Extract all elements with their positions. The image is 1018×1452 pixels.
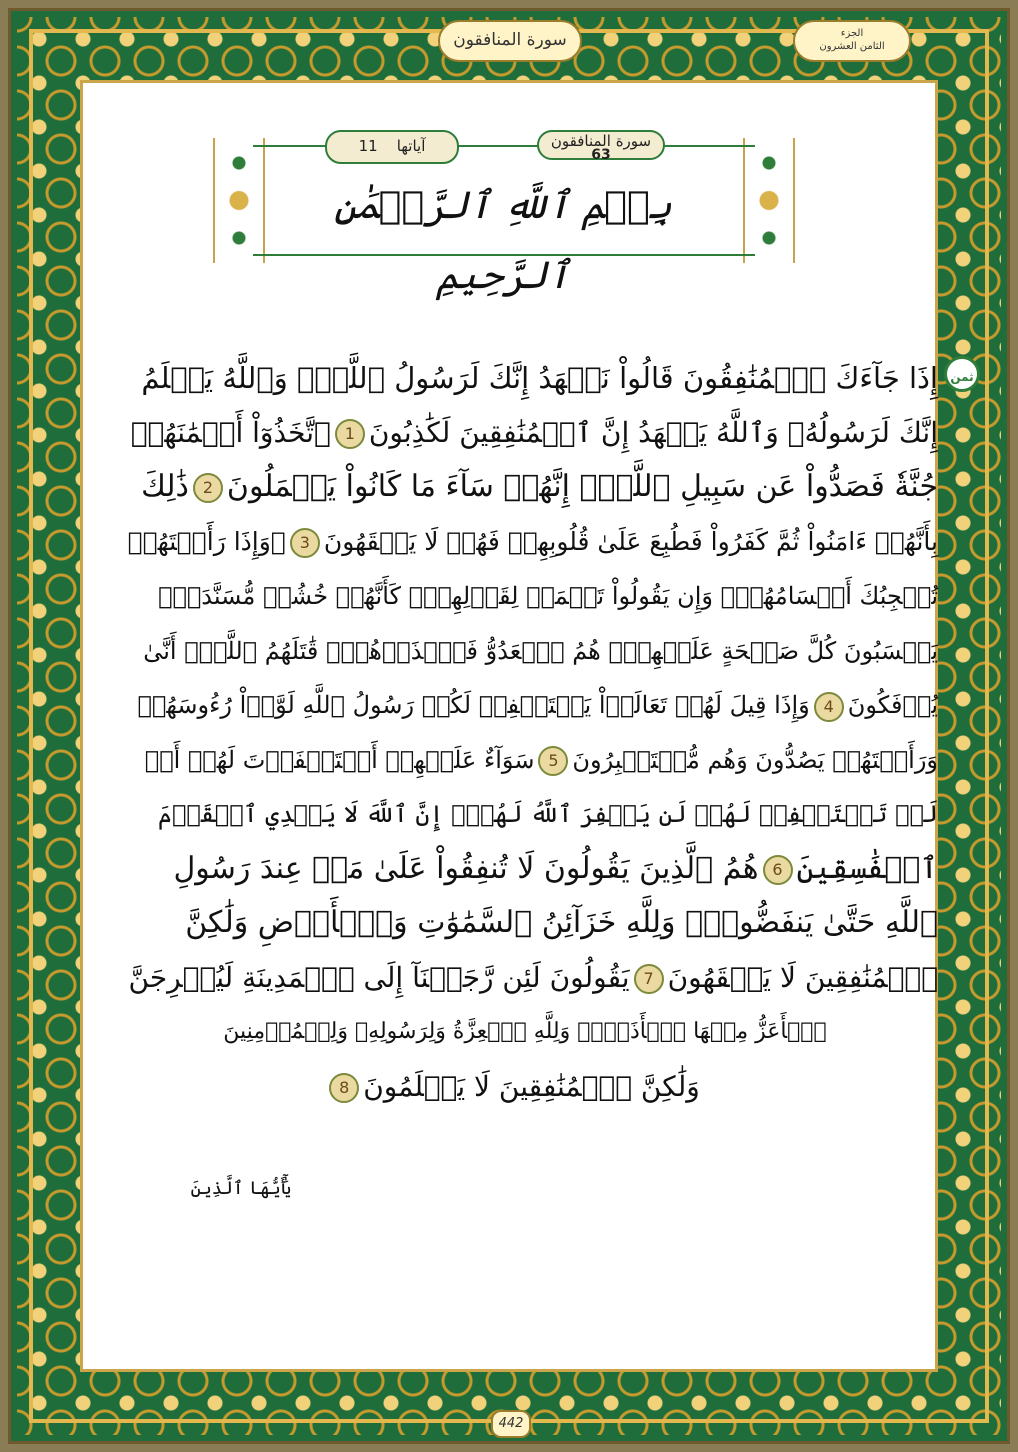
- verse-text: وَلَٰكِنَّ ٱلۡمُنَٰفِقِينَ لَا يَعۡلَمُونَ: [363, 1069, 700, 1103]
- verse-text-continued: ۞وَإِذَا رَأَيۡتَهُمۡ: [127, 526, 286, 556]
- ayat-count-pill: [325, 130, 459, 164]
- verse-text: إِذَا جَآءَكَ ٱلۡمُنَٰفِقُونَ قَالُواْ نَشۡهَدُ إِنَّكَ لَرَسُولُ ٱللَّهِۗ وَٱللَّهُ يَعۡلَمُ: [141, 361, 938, 395]
- verse-text: إِنَّكَ لَرَسُولُهُۥ وَٱللَّهُ يَشۡهَدُ إِنَّ ٱلۡمُنَٰفِقِينَ لَكَٰذِبُونَ: [368, 415, 938, 449]
- verse-text-continued: ٱتَّخَذُوٓاْ أَيۡمَٰنَهُمۡ: [130, 415, 331, 449]
- ayah-number-marker: 8: [329, 1073, 359, 1103]
- verse-text: يَحۡسَبُونَ كُلَّ صَيۡحَةٍ عَلَيۡهِمۡۚ هُمُ ٱلۡعَدُوُّ فَٱحۡذَرۡهُمۡۚ قَٰتَلَهُمُ ٱللَّهُۖ أَنَّىٰ: [143, 636, 938, 665]
- verse-text: بِأَنَّهُمۡ ءَامَنُواْ ثُمَّ كَفَرُواْ فَطُبِعَ عَلَىٰ قُلُوبِهِمۡ فَهُمۡ لَا يَفۡقَهُونَ: [323, 526, 938, 556]
- verse-text: تُعۡجِبُكَ أَجۡسَامُهُمۡۖ وَإِن يَقُولُواْ تَسۡمَعۡ لِقَوۡلِهِمۡۖ كَأَنَّهُمۡ خُشُبٞ مُّسَنَّدَةٞۖ: [158, 582, 938, 610]
- basmala: بِسۡمِ ٱللَّهِ ٱلرَّحۡمَٰنِ ٱلرَّحِيمِ: [333, 183, 673, 297]
- verse-line: [128, 788, 938, 840]
- juz-label: الجزء: [840, 28, 864, 39]
- verse-line: [128, 352, 938, 404]
- ayat-label: آياتها: [396, 137, 426, 155]
- verse-line: [320, 1061, 705, 1113]
- ayah-number-marker: 4: [814, 692, 844, 722]
- verse-text-continued: يَقُولُونَ لَئِن رَّجَعۡنَآ إِلَى ٱلۡمَدِينَةِ لَيُخۡرِجَنَّ: [128, 960, 630, 994]
- ayah-number-marker: 2: [193, 473, 223, 503]
- verse-line: [128, 843, 938, 895]
- verse-text-continued: ذَٰلِكَ: [141, 469, 189, 504]
- ornament-left: [213, 138, 265, 263]
- verse-text: جُنَّةٗ فَصَدُّواْ عَن سَبِيلِ ٱللَّهِۚ إِنَّهُمۡ سَآءَ مَا كَانُواْ يَعۡمَلُونَ: [226, 469, 938, 504]
- verse-line: [128, 407, 938, 459]
- verse-line: [210, 1006, 840, 1058]
- ayah-number-marker: 5: [538, 746, 568, 776]
- verse-text-continued: وَإِذَا قِيلَ لَهُمۡ تَعَالَوۡاْ يَسۡتَغۡفِرۡ لَكُمۡ رَسُولُ ٱللَّهِ لَوَّوۡاْ رُءُوسَهُمۡ: [137, 691, 810, 719]
- ayat-count: 11: [358, 137, 378, 155]
- verse-text: وَرَأَيۡتَهُمۡ يَصُدُّونَ وَهُم مُّسۡتَكۡبِرُونَ: [572, 745, 938, 774]
- verse-line: [128, 952, 938, 1004]
- verse-text: لَمۡ تَسۡتَغۡفِرۡ لَهُمۡ لَن يَغۡفِرَ ٱللَّهُ لَهُمۡۚ إِنَّ ٱللَّهَ لَا يَهۡدِي ٱلۡقَوۡمَ: [157, 800, 938, 828]
- ornament-right: [743, 138, 795, 263]
- verse-text: يُؤۡفَكُونَ: [847, 691, 938, 719]
- verse-text: ٱللَّهِ حَتَّىٰ يَنفَضُّواْۗ وَلِلَّهِ خَزَآئِنُ ٱلسَّمَٰوَٰتِ وَٱلۡأَرۡضِ وَلَٰكِنَّ: [185, 905, 938, 940]
- hizb-marker: ثمن: [944, 356, 980, 392]
- ayah-number-marker: 1: [335, 419, 365, 449]
- verse-line: [128, 897, 938, 949]
- ayah-number-marker: 6: [763, 855, 793, 885]
- verse-line: [128, 570, 938, 622]
- verse-line: [128, 679, 938, 731]
- surah-title-badge: سورة المنافقون: [438, 20, 582, 62]
- verse-line: [128, 625, 938, 677]
- surah-header: [213, 128, 795, 297]
- verse-line: [128, 461, 938, 513]
- verse-text-continued: هُمُ ٱلَّذِينَ يَقُولُونَ لَا تُنفِقُواْ عَلَىٰ مَنۡ عِندَ رَسُولِ: [173, 850, 759, 886]
- verse-line: [128, 734, 938, 786]
- verse-text: ٱلۡمُنَٰفِقِينَ لَا يَفۡقَهُونَ: [667, 960, 938, 994]
- verse-text: ٱلۡأَعَزُّ مِنۡهَا ٱلۡأَذَلَّۚ وَلِلَّهِ ٱلۡعِزَّةُ وَلِرَسُولِهِۦ وَلِلۡمُؤۡمِنِينَ: [223, 1019, 827, 1044]
- surah-name: سورة المنافقون: [550, 132, 652, 150]
- verse-text-continued: سَوَآءٌ عَلَيۡهِمۡ أَسۡتَغۡفَرۡتَ لَهُمۡ أَمۡ: [144, 745, 535, 774]
- catchword: يَٰٓأَيُّهَا ٱلَّذِينَ: [190, 1178, 292, 1199]
- juz-name: الثامن العشرون: [819, 41, 885, 52]
- ayah-number-marker: 7: [634, 964, 664, 994]
- surah-name-pill: [537, 130, 665, 163]
- verse-text: ٱلۡفَٰسِقِينَ: [796, 850, 938, 886]
- juz-badge: [793, 20, 911, 62]
- surah-number: 63: [591, 147, 611, 163]
- page-number: 442: [491, 1410, 531, 1438]
- verse-line: [128, 516, 938, 568]
- ayah-number-marker: 3: [290, 528, 320, 558]
